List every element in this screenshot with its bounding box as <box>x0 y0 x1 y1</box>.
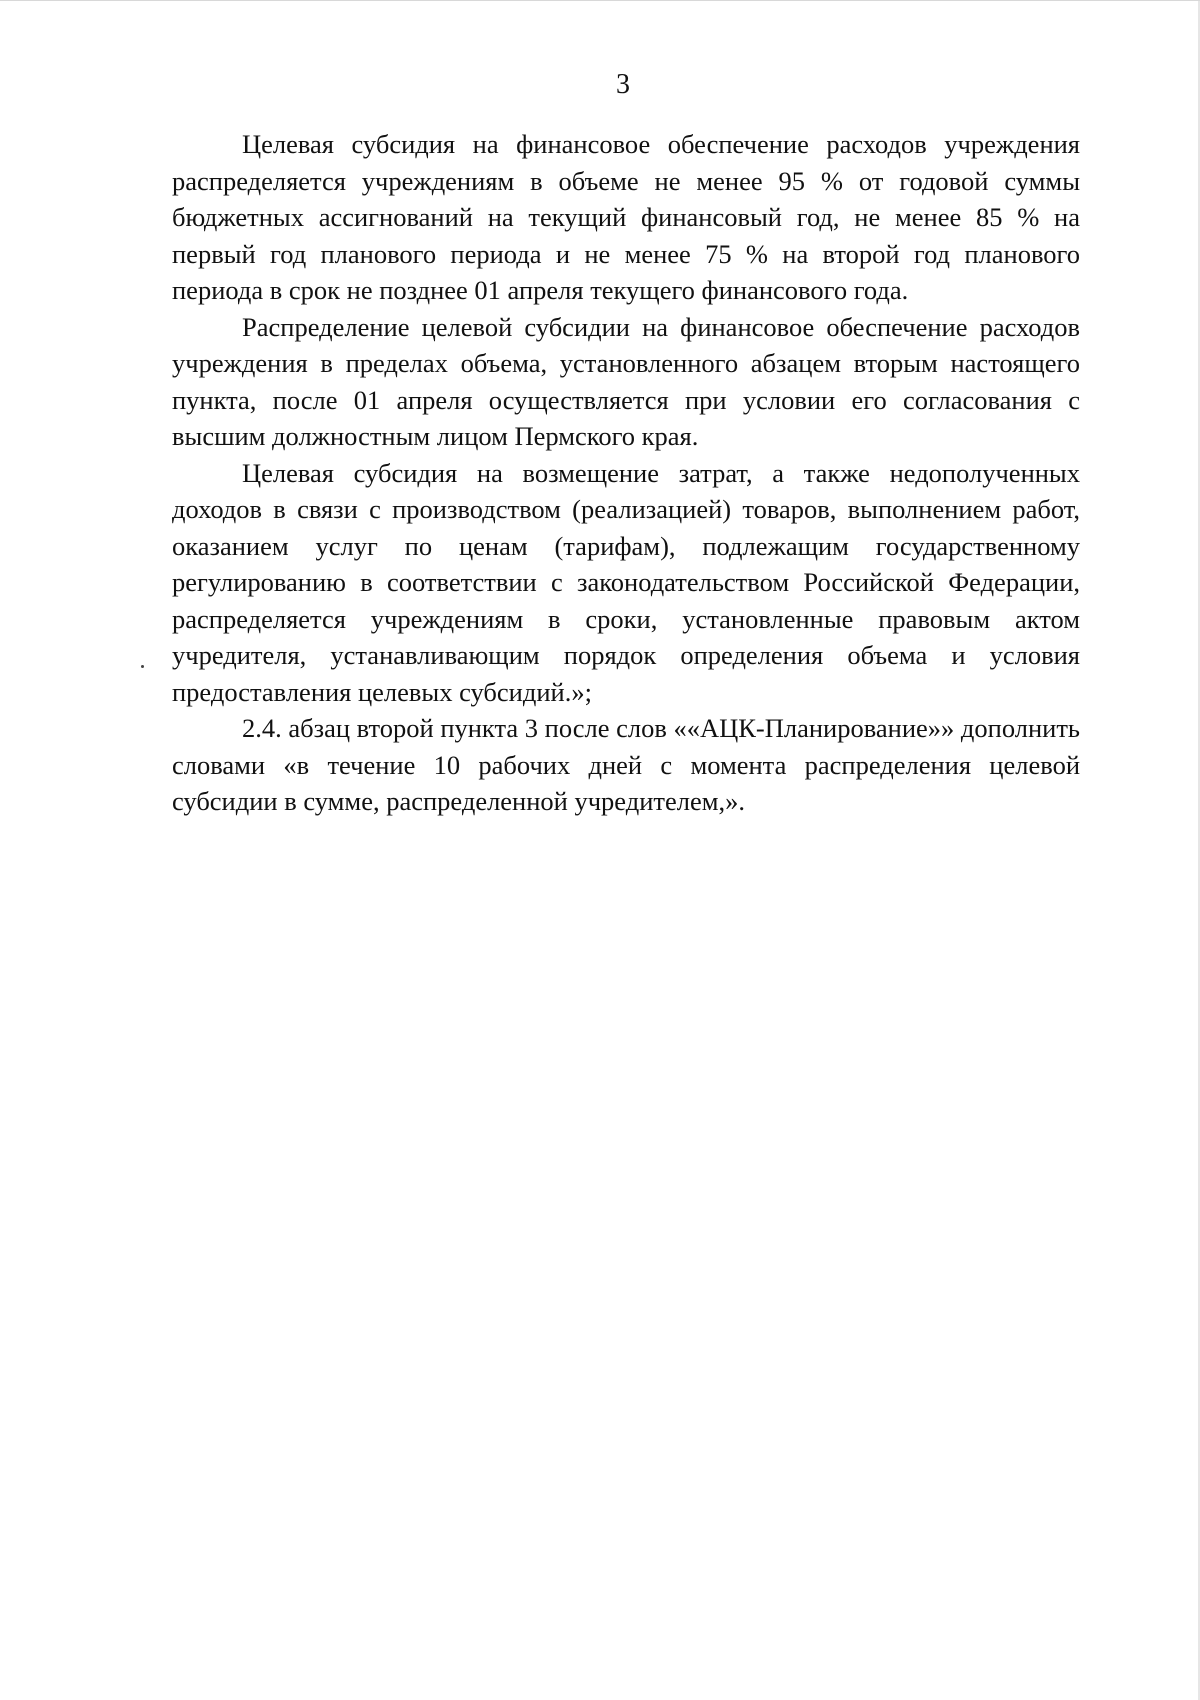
scan-artifact-dot <box>141 665 144 668</box>
page-number: 3 <box>616 69 630 100</box>
paragraph-subsidy-distribution: Распределение целевой субсидии на финансовое обеспечение расходов учреждения в пределах объема, установленного абзацем вторым настоящего пункта, после 01 апреля осуществляется при условии его согласования с высшим должностным лицом Пермского края. <box>172 311 1080 451</box>
paragraph-subsidy-expenses: Целевая субсидия на финансовое обеспечение расходов учреждения распределяется учреждениям в объеме не менее 95 % от годовой суммы бюджетных ассигнований на текущий финансовый год, не менее 85 % на первый год планового периода и не менее 75 % на второй год планового периода в срок не позднее 01 апреля текущего финансового года. <box>172 129 1080 305</box>
document-body <box>172 126 1080 820</box>
paragraph-amendment-2-4: 2.4. абзац второй пункта 3 после слов ««АЦК-Планирование»» дополнить словами «в течение 10 рабочих дней с момента распределения целевой субсидии в сумме, распределенной учредителем,». <box>172 713 1080 816</box>
paragraph-subsidy-compensation: Целевая субсидия на возмещение затрат, а также недополученных доходов в связи с производством (реализацией) товаров, выполнением работ, оказанием услуг по ценам (тарифам), подлежащим государственному регулированию в соответствии с законодательством Российской Федерации, распределяется учреждениям в сроки, установленные правовым актом учредителя, устанавливающим порядок определения объема и условия предоставления целевых субсидий.»; <box>172 457 1080 707</box>
